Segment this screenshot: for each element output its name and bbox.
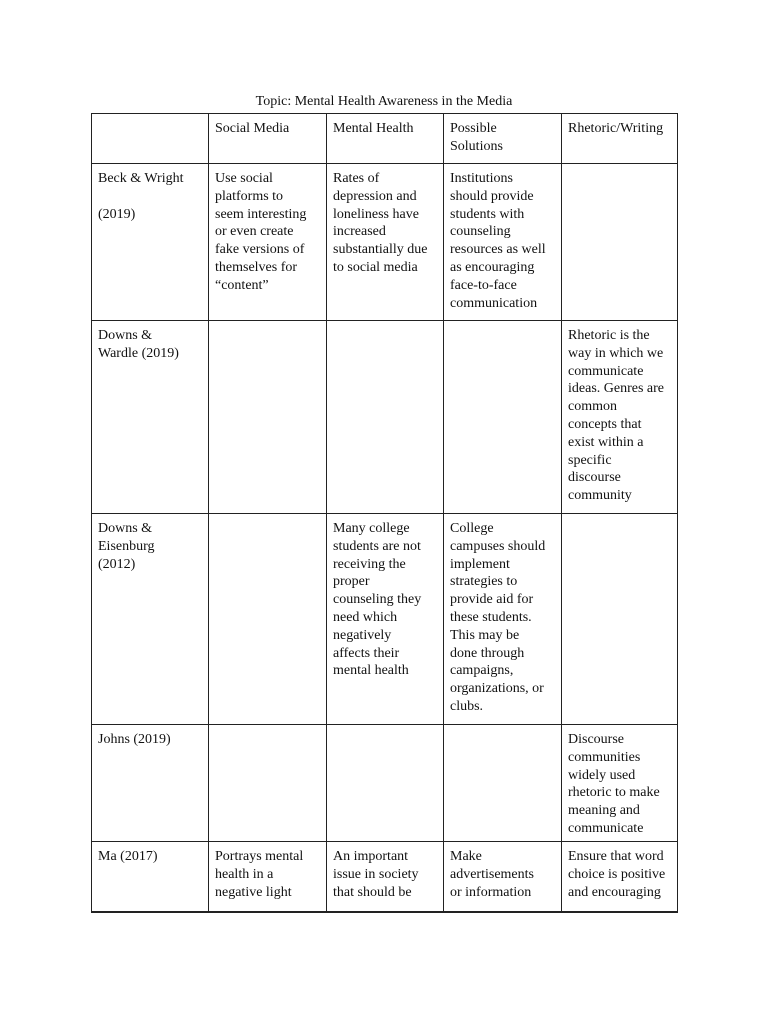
cell-social-media xyxy=(209,321,327,514)
header-cell-social-media: Social Media xyxy=(209,114,327,164)
cell-social-media xyxy=(209,725,327,842)
cell-mental-health xyxy=(327,321,444,514)
cell-mental-health: Many college students are not receiving the proper counseling they need which negatively affects their mental health xyxy=(327,514,444,725)
cell-social-media: Portrays mental health in a negative light xyxy=(209,842,327,911)
header-cell-source xyxy=(92,114,209,164)
cell-possible-solutions: College campuses should implement strategies to provide aid for these students. This may be done through campaigns, organizations, or clubs. xyxy=(444,514,562,725)
cell-rhetoric-writing: Discourse communities widely used rhetoric to make meaning and communicate xyxy=(562,725,677,842)
cell-possible-solutions: Institutions should provide students with counseling resources as well as encouraging face-to-face communication xyxy=(444,164,562,321)
cell-rhetoric-writing xyxy=(562,514,677,725)
cell-mental-health: Rates of depression and loneliness have increased substantially due to social media xyxy=(327,164,444,321)
cell-source: Johns (2019) xyxy=(92,725,209,842)
header-cell-possible-solutions: Possible Solutions xyxy=(444,114,562,164)
document-title: Topic: Mental Health Awareness in the Media xyxy=(255,94,513,109)
cell-mental-health xyxy=(327,725,444,842)
cell-social-media: Use social platforms to seem interesting or even create fake versions of themselves for “content” xyxy=(209,164,327,321)
header-cell-rhetoric-writing: Rhetoric/Writing xyxy=(562,114,677,164)
cell-rhetoric-writing: Ensure that word choice is positive and encouraging xyxy=(568,849,666,900)
cell-possible-solutions xyxy=(444,725,562,842)
cell-social-media xyxy=(209,514,327,725)
cell-rhetoric-writing xyxy=(562,164,677,321)
cell-source: Ma (2017) xyxy=(92,842,209,911)
cell-possible-solutions: Make advertisements or information xyxy=(444,842,562,911)
research-table xyxy=(91,113,678,913)
cell-source: Downs & Eisenburg (2012) xyxy=(92,514,209,725)
cell-rhetoric-writing: Rhetoric is the way in which we communicate ideas. Genres are common concepts that exist within a specific discourse community xyxy=(562,321,677,514)
header-cell-mental-health: Mental Health xyxy=(327,114,444,164)
cell-possible-solutions xyxy=(444,321,562,514)
cell-mental-health: An important issue in society that should be xyxy=(327,842,444,911)
cell-source: Downs & Wardle (2019) xyxy=(92,321,209,514)
cell-source: Beck & Wright (2019) xyxy=(92,164,209,321)
